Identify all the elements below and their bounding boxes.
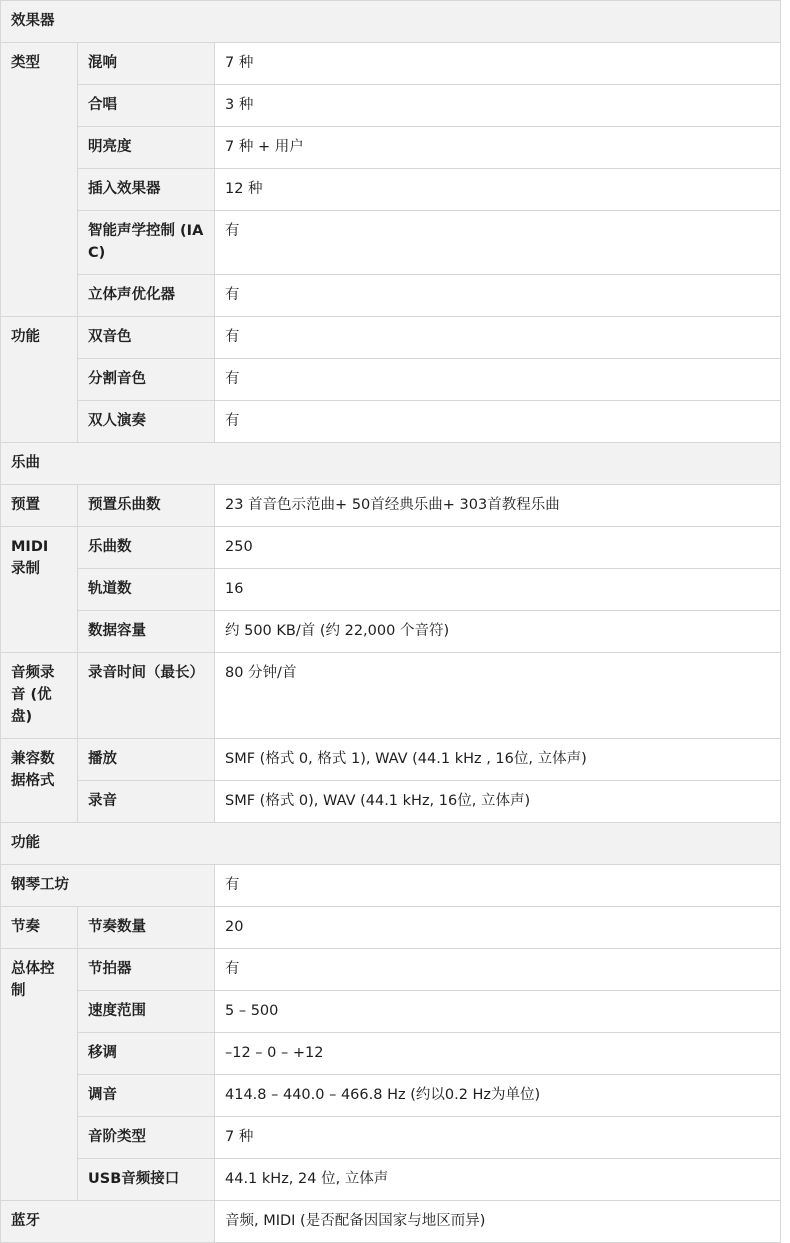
table-row [1, 653, 781, 739]
table-row [1, 527, 781, 569]
spec-value-split: 有 [215, 359, 781, 401]
table-row [1, 865, 781, 907]
spec-value-tuning: 414.8 – 440.0 – 466.8 Hz (约以0.2 Hz为单位) [215, 1075, 781, 1117]
spec-label-dual: 双音色 [78, 317, 215, 359]
spec-value-metronome: 有 [215, 949, 781, 991]
spec-value-chorus: 3 种 [215, 85, 781, 127]
category-overall-controls: 总体控制 [1, 949, 78, 1201]
spec-label-playback: 播放 [78, 739, 215, 781]
section-row-effects [1, 1, 781, 43]
spec-value-song-count: 250 [215, 527, 781, 569]
spec-label-rhythm-count: 节奏数量 [78, 907, 215, 949]
table-row [1, 1159, 781, 1201]
spec-value-piano-room: 有 [215, 865, 781, 907]
section-row-functions [1, 823, 781, 865]
spec-label-brilliance: 明亮度 [78, 127, 215, 169]
category-data-format: 兼容数据格式 [1, 739, 78, 823]
section-title-effects: 效果器 [1, 1, 781, 43]
spec-label-split: 分割音色 [78, 359, 215, 401]
category-preset: 预置 [1, 485, 78, 527]
spec-value-recording: SMF (格式 0), WAV (44.1 kHz, 16位, 立体声) [215, 781, 781, 823]
spec-label-recording-time: 录音时间（最长） [78, 653, 215, 739]
spec-label-tracks: 轨道数 [78, 569, 215, 611]
spec-label-preset-count: 预置乐曲数 [78, 485, 215, 527]
table-row [1, 211, 781, 275]
table-row [1, 317, 781, 359]
spec-value-dual: 有 [215, 317, 781, 359]
section-title-functions: 功能 [1, 823, 781, 865]
spec-label-tuning: 调音 [78, 1075, 215, 1117]
section-title-songs: 乐曲 [1, 443, 781, 485]
spec-value-stereophonic: 有 [215, 275, 781, 317]
spec-label-capacity: 数据容量 [78, 611, 215, 653]
spec-value-tracks: 16 [215, 569, 781, 611]
section-row-songs [1, 443, 781, 485]
spec-label-scale-type: 音阶类型 [78, 1117, 215, 1159]
spec-value-scale-type: 7 种 [215, 1117, 781, 1159]
spec-value-recording-time: 80 分钟/首 [215, 653, 781, 739]
spec-value-insertion: 12 种 [215, 169, 781, 211]
spec-value-brilliance: 7 种 + 用户 [215, 127, 781, 169]
category-audio-recording: 音频录音 (优盘) [1, 653, 78, 739]
category-type: 类型 [1, 43, 78, 317]
category-bluetooth: 蓝牙 [1, 1201, 215, 1243]
spec-value-rhythm-count: 20 [215, 907, 781, 949]
table-row [1, 401, 781, 443]
spec-value-reverb: 7 种 [215, 43, 781, 85]
spec-value-playback: SMF (格式 0, 格式 1), WAV (44.1 kHz , 16位, 立体声) [215, 739, 781, 781]
spec-value-preset-count: 23 首音色示范曲+ 50首经典乐曲+ 303首教程乐曲 [215, 485, 781, 527]
table-row [1, 781, 781, 823]
table-row [1, 127, 781, 169]
spec-label-recording: 录音 [78, 781, 215, 823]
spec-value-bluetooth: 音频, MIDI (是否配备因国家与地区而异) [215, 1201, 781, 1243]
spec-label-tempo: 速度范围 [78, 991, 215, 1033]
table-row [1, 991, 781, 1033]
spec-label-usb-audio: USB音频接口 [78, 1159, 215, 1201]
spec-label-reverb: 混响 [78, 43, 215, 85]
spec-label-song-count: 乐曲数 [78, 527, 215, 569]
spec-label-stereophonic: 立体声优化器 [78, 275, 215, 317]
table-row [1, 949, 781, 991]
table-row [1, 1075, 781, 1117]
spec-value-transpose: –12 – 0 – +12 [215, 1033, 781, 1075]
table-row [1, 1033, 781, 1075]
spec-label-insertion: 插入效果器 [78, 169, 215, 211]
spec-value-usb-audio: 44.1 kHz, 24 位, 立体声 [215, 1159, 781, 1201]
spec-label-transpose: 移调 [78, 1033, 215, 1075]
table-row [1, 485, 781, 527]
table-row [1, 169, 781, 211]
spec-label-duo: 双人演奏 [78, 401, 215, 443]
category-function: 功能 [1, 317, 78, 443]
category-midi-recording: MIDI 录制 [1, 527, 78, 653]
table-row [1, 85, 781, 127]
category-rhythm: 节奏 [1, 907, 78, 949]
table-row [1, 569, 781, 611]
table-row [1, 907, 781, 949]
spec-value-capacity: 约 500 KB/首 (约 22,000 个音符) [215, 611, 781, 653]
table-row [1, 43, 781, 85]
spec-value-tempo: 5 – 500 [215, 991, 781, 1033]
spec-value-iac: 有 [215, 211, 781, 275]
table-row [1, 739, 781, 781]
spec-label-iac: 智能声学控制 (IAC) [78, 211, 215, 275]
table-row [1, 1117, 781, 1159]
spec-label-chorus: 合唱 [78, 85, 215, 127]
category-piano-room: 钢琴工坊 [1, 865, 215, 907]
spec-value-duo: 有 [215, 401, 781, 443]
table-row [1, 611, 781, 653]
table-row [1, 359, 781, 401]
table-row [1, 1201, 781, 1243]
table-row [1, 275, 781, 317]
spec-label-metronome: 节拍器 [78, 949, 215, 991]
